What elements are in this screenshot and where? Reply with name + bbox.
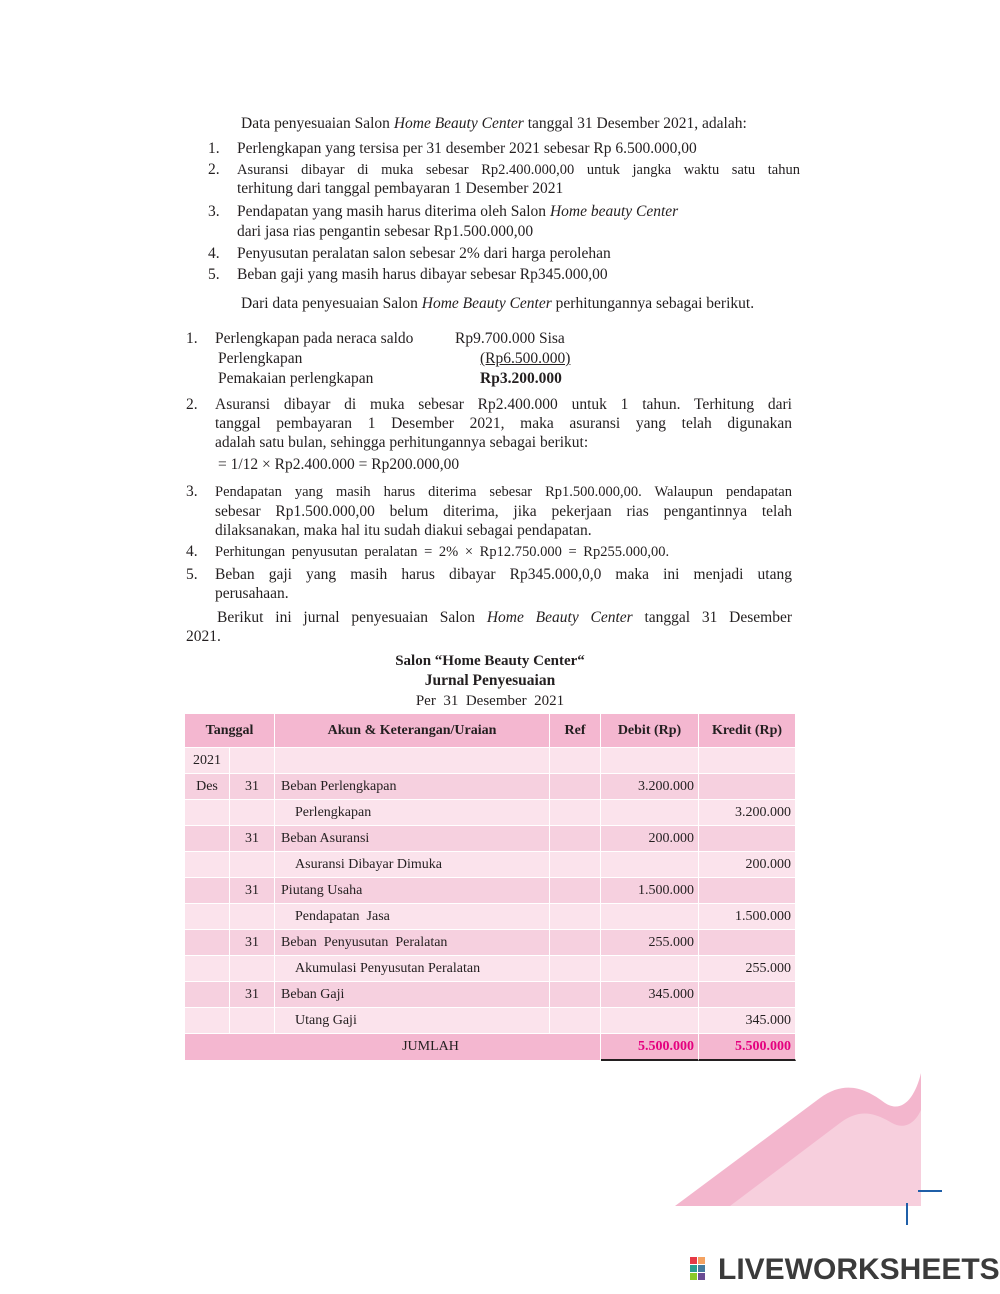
liveworksheets-brand: LIVEWORKSHEETS (690, 1252, 1000, 1288)
ref-cell (550, 904, 601, 930)
credit-cell (699, 982, 796, 1008)
day-cell (230, 852, 275, 878)
header-date: Tanggal (185, 714, 275, 748)
table-row (185, 982, 796, 1008)
table-row (185, 748, 796, 774)
debit-cell (601, 956, 699, 982)
journal-period: Per 31 Desember 2021 (415, 693, 565, 709)
table-row (185, 800, 796, 826)
debit-cell (601, 904, 699, 930)
calc-text: tanggal pembayaran 1 Desember 2021, maka asuransi yang telah digunakan (215, 415, 792, 432)
day-cell (230, 904, 275, 930)
table-row (185, 774, 796, 800)
account-cell: Perlengkapan (275, 800, 550, 826)
list-number: 5. (208, 266, 220, 283)
calc-text: Beban gaji yang masih harus dibayar Rp345.000,0,0 maka ini menjadi utang (215, 566, 792, 583)
page-mark-horizontal (918, 1190, 942, 1192)
account-cell: Asuransi Dibayar Dimuka (275, 852, 550, 878)
list-number: 1. (208, 140, 220, 157)
list-number: 2. (208, 161, 220, 178)
calc-text: Perhitungan penyusutan peralatan = 2% × Rp12.750.000 = Rp255.000,00. (215, 544, 670, 560)
calc-text: perusahaan. (215, 585, 289, 602)
calc-label: Perlengkapan pada neraca saldo (215, 330, 414, 347)
debit-cell (601, 1008, 699, 1034)
month-cell: Des (185, 774, 230, 800)
ref-cell (550, 800, 601, 826)
credit-cell (699, 826, 796, 852)
debit-cell: 200.000 (601, 826, 699, 852)
day-cell (230, 956, 275, 982)
month-cell (185, 878, 230, 904)
credit-cell: 1.500.000 (699, 904, 796, 930)
table-row (185, 930, 796, 956)
ref-cell (550, 982, 601, 1008)
list-number: 1. (186, 330, 198, 347)
list-number: 4. (208, 245, 220, 262)
day-cell: 31 (230, 826, 275, 852)
credit-cell: 345.000 (699, 1008, 796, 1034)
debit-cell (601, 800, 699, 826)
list-item: Pendapatan yang masih harus diterima oleh Salon Home beauty Center (237, 203, 679, 220)
credit-cell (699, 774, 796, 800)
day-cell: 31 (230, 878, 275, 904)
account-cell: Beban Asuransi (275, 826, 550, 852)
calc-text: sebesar Rp1.500.000,00 belum diterima, jika pekerjaan rias pengantinnya telah (215, 503, 792, 520)
month-cell (185, 904, 230, 930)
calc-text: Asuransi dibayar di muka sebesar Rp2.400.000 untuk 1 tahun. Terhitung dari (215, 396, 792, 413)
calc-text: adalah satu bulan, sehingga perhitungannya sebagai berikut: (215, 434, 589, 451)
calc-label: Pemakaian perlengkapan (218, 370, 374, 387)
total-credit: 5.500.000 (699, 1034, 796, 1061)
month-cell (185, 826, 230, 852)
list-number: 3. (208, 203, 220, 220)
account-cell: Beban Perlengkapan (275, 774, 550, 800)
debit-cell: 1.500.000 (601, 878, 699, 904)
calc-text: dilaksanakan, maka hal itu sudah diakui sebagai pendapatan. (215, 522, 592, 539)
debit-cell: 255.000 (601, 930, 699, 956)
account-cell: Utang Gaji (275, 1008, 550, 1034)
credit-cell (699, 930, 796, 956)
table-total-row (185, 1034, 796, 1061)
account-cell: Piutang Usaha (275, 878, 550, 904)
month-cell (185, 800, 230, 826)
calc-formula: = 1/12 × Rp2.400.000 = Rp200.000,00 (218, 456, 460, 473)
day-cell (230, 800, 275, 826)
calc-value: (Rp6.500.000) (480, 350, 571, 367)
header-account: Akun & Keterangan/Uraian (275, 714, 550, 748)
list-number: 3. (186, 483, 198, 500)
day-cell: 31 (230, 982, 275, 1008)
table-header-row (185, 714, 796, 748)
table-row (185, 878, 796, 904)
list-item-continued: dari jasa rias pengantin sebesar Rp1.500.000,00 (237, 223, 534, 240)
header-ref: Ref (550, 714, 601, 748)
journal-subtitle: Jurnal Penyesuaian (424, 672, 556, 689)
list-item: Penyusutan peralatan salon sebesar 2% dari harga perolehan (237, 245, 611, 262)
liveworksheets-logo-icon (690, 1254, 714, 1278)
account-cell: Beban Gaji (275, 982, 550, 1008)
list-number: 5. (186, 566, 198, 583)
journal-table (185, 714, 796, 1061)
ref-cell (550, 956, 601, 982)
list-number: 4. (186, 543, 198, 560)
ref-cell (550, 878, 601, 904)
month-cell (185, 982, 230, 1008)
account-cell: Beban Penyusutan Peralatan (275, 930, 550, 956)
journal-title: Salon “Home Beauty Center“ (395, 653, 585, 669)
table-row (185, 956, 796, 982)
calc-result: Rp3.200.000 (480, 370, 562, 387)
table-row (185, 826, 796, 852)
page-mark-vertical (906, 1203, 908, 1225)
ref-cell (550, 774, 601, 800)
credit-cell: 3.200.000 (699, 800, 796, 826)
list-number: 2. (186, 396, 198, 413)
account-cell: Akumulasi Penyusutan Peralatan (275, 956, 550, 982)
decorative-wave-graphic (670, 1068, 930, 1208)
intro-paragraph: Data penyesuaian Salon Home Beauty Center tanggal 31 Desember 2021, adalah: (241, 115, 747, 132)
list-item: Beban gaji yang masih harus dibayar sebesar Rp345.000,00 (237, 266, 608, 283)
calc-label: Perlengkapan (218, 350, 303, 367)
day-cell (230, 1008, 275, 1034)
debit-cell: 3.200.000 (601, 774, 699, 800)
credit-cell: 200.000 (699, 852, 796, 878)
month-cell (185, 930, 230, 956)
header-debit: Debit (Rp) (601, 714, 699, 748)
debit-cell (601, 852, 699, 878)
day-cell: 31 (230, 930, 275, 956)
table-row (185, 904, 796, 930)
header-credit: Kredit (Rp) (699, 714, 796, 748)
debit-cell: 345.000 (601, 982, 699, 1008)
list-item: Asuransi dibayar di muka sebesar Rp2.400.000,00 untuk jangka waktu satu tahun (237, 162, 800, 178)
month-cell (185, 1008, 230, 1034)
ref-cell (550, 1008, 601, 1034)
day-cell: 31 (230, 774, 275, 800)
credit-cell (699, 878, 796, 904)
list-item: Perlengkapan yang tersisa per 31 desember 2021 sebesar Rp 6.500.000,00 (237, 140, 697, 157)
year-cell: 2021 (185, 748, 230, 774)
list-item-continued: terhitung dari tanggal pembayaran 1 Desember 2021 (237, 180, 564, 197)
table-row (185, 852, 796, 878)
month-cell (185, 852, 230, 878)
calc-value: Rp9.700.000 Sisa (455, 330, 565, 347)
total-debit: 5.500.000 (601, 1034, 699, 1061)
table-row (185, 1008, 796, 1034)
total-label: JUMLAH (185, 1034, 601, 1061)
month-cell (185, 956, 230, 982)
account-cell: Pendapatan Jasa (275, 904, 550, 930)
credit-cell: 255.000 (699, 956, 796, 982)
ref-cell (550, 852, 601, 878)
calc-text: Pendapatan yang masih harus diterima sebesar Rp1.500.000,00. Walaupun pendapatan (215, 484, 792, 500)
ref-cell (550, 826, 601, 852)
ref-cell (550, 930, 601, 956)
calc-intro-paragraph: Dari data penyesuaian Salon Home Beauty Center perhitungannya sebagai berikut. (241, 295, 755, 312)
